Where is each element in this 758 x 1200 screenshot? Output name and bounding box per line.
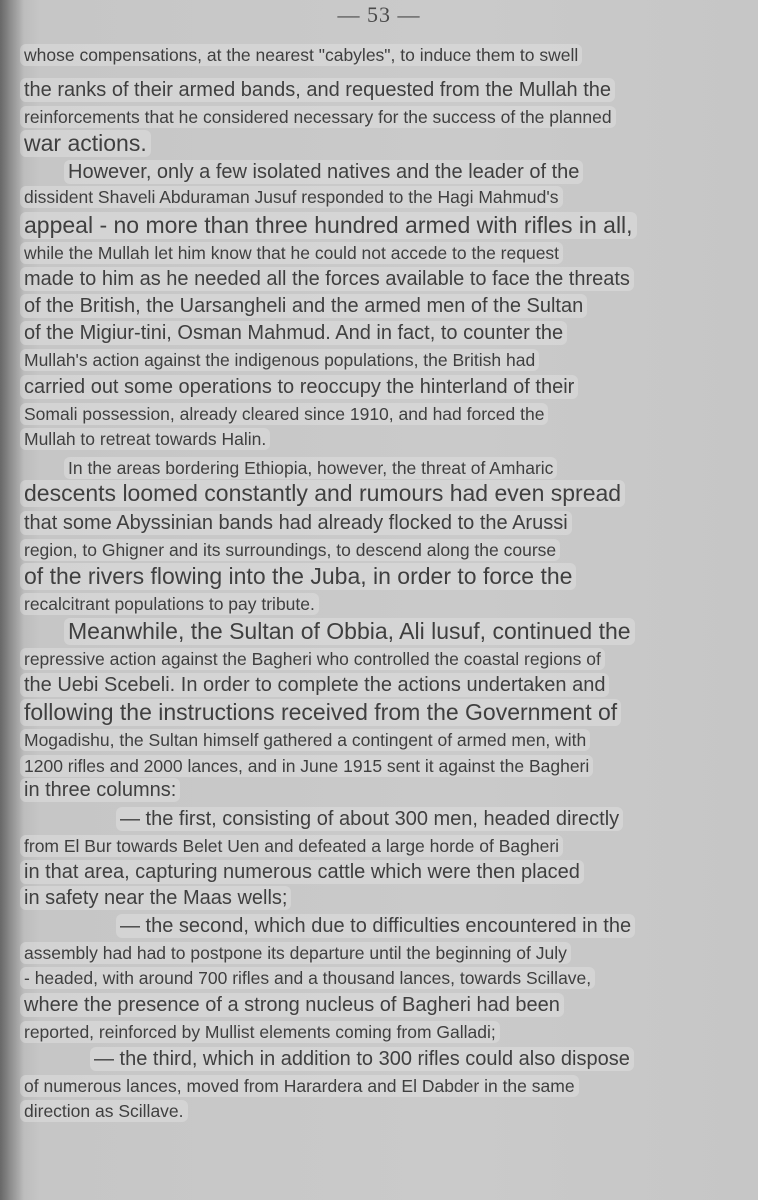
- text-line: reinforcements that he considered necessary for the success of the planned: [20, 106, 712, 128]
- text-line: the ranks of their armed bands, and requested from the Mullah the: [20, 78, 712, 102]
- text-line: war actions.: [20, 130, 712, 157]
- text-line: However, only a few isolated natives and the leader of the: [20, 160, 712, 184]
- text-line: dissident Shaveli Abduraman Jusuf responded to the Hagi Mahmud's: [20, 186, 712, 208]
- text-line: reported, reinforced by Mullist elements coming from Galladi;: [20, 1021, 712, 1043]
- text-line: assembly had had to postpone its departure until the beginning of July: [20, 942, 712, 964]
- text-line: made to him as he needed all the forces available to face the threats: [20, 267, 712, 291]
- text-line: carried out some operations to reoccupy the hinterland of their: [20, 375, 712, 399]
- text-line: of the rivers flowing into the Juba, in order to force the: [20, 563, 712, 590]
- text-line: Meanwhile, the Sultan of Obbia, Ali lusuf, continued the: [20, 618, 712, 645]
- text-line: the Uebi Scebeli. In order to complete the actions undertaken and: [20, 673, 712, 697]
- text-line: - headed, with around 700 rifles and a thousand lances, towards Scillave,: [20, 967, 712, 989]
- text-line: following the instructions received from the Government of: [20, 699, 712, 726]
- text-line: in that area, capturing numerous cattle which were then placed: [20, 860, 712, 884]
- text-line: of the British, the Uarsangheli and the armed men of the Sultan: [20, 294, 712, 318]
- text-line: recalcitrant populations to pay tribute.: [20, 593, 712, 615]
- text-line: that some Abyssinian bands had already flocked to the Arussi: [20, 511, 712, 535]
- text-line: where the presence of a strong nucleus of Bagheri had been: [20, 993, 712, 1017]
- text-line: Somali possession, already cleared since 1910, and had forced the: [20, 403, 712, 425]
- text-line: of the Migiur-tini, Osman Mahmud. And in fact, to counter the: [20, 321, 712, 345]
- text-line: 1200 rifles and 2000 lances, and in June 1915 sent it against the Bagheri: [20, 755, 712, 777]
- text-line: In the areas bordering Ethiopia, however, the threat of Amharic: [20, 457, 712, 479]
- text-line: descents loomed constantly and rumours had even spread: [20, 480, 712, 507]
- text-line: — the third, which in addition to 300 rifles could also dispose: [20, 1047, 712, 1071]
- text-line: from El Bur towards Belet Uen and defeated a large horde of Bagheri: [20, 835, 712, 857]
- text-line: of numerous lances, moved from Harardera and El Dabder in the same: [20, 1075, 712, 1097]
- text-line: whose compensations, at the nearest "cabyles", to induce them to swell: [20, 44, 712, 66]
- text-line: region, to Ghigner and its surroundings, to descend along the course: [20, 539, 712, 561]
- text-line: direction as Scillave.: [20, 1100, 712, 1122]
- text-line: in safety near the Maas wells;: [20, 886, 712, 910]
- text-line: Mogadishu, the Sultan himself gathered a contingent of armed men, with: [20, 729, 712, 751]
- text-line: repressive action against the Bagheri who controlled the coastal regions of: [20, 648, 712, 670]
- text-line: Mullah's action against the indigenous populations, the British had: [20, 349, 712, 371]
- text-line: — the first, consisting of about 300 men, headed directly: [20, 807, 712, 831]
- text-line: appeal - no more than three hundred armed with rifles in all,: [20, 212, 712, 239]
- text-line: Mullah to retreat towards Halin.: [20, 428, 712, 450]
- text-line: in three columns:: [20, 778, 712, 802]
- page-number: — 53 —: [337, 2, 421, 27]
- text-line: — the second, which due to difficulties encountered in the: [20, 914, 712, 938]
- text-line: while the Mullah let him know that he could not accede to the request: [20, 242, 712, 264]
